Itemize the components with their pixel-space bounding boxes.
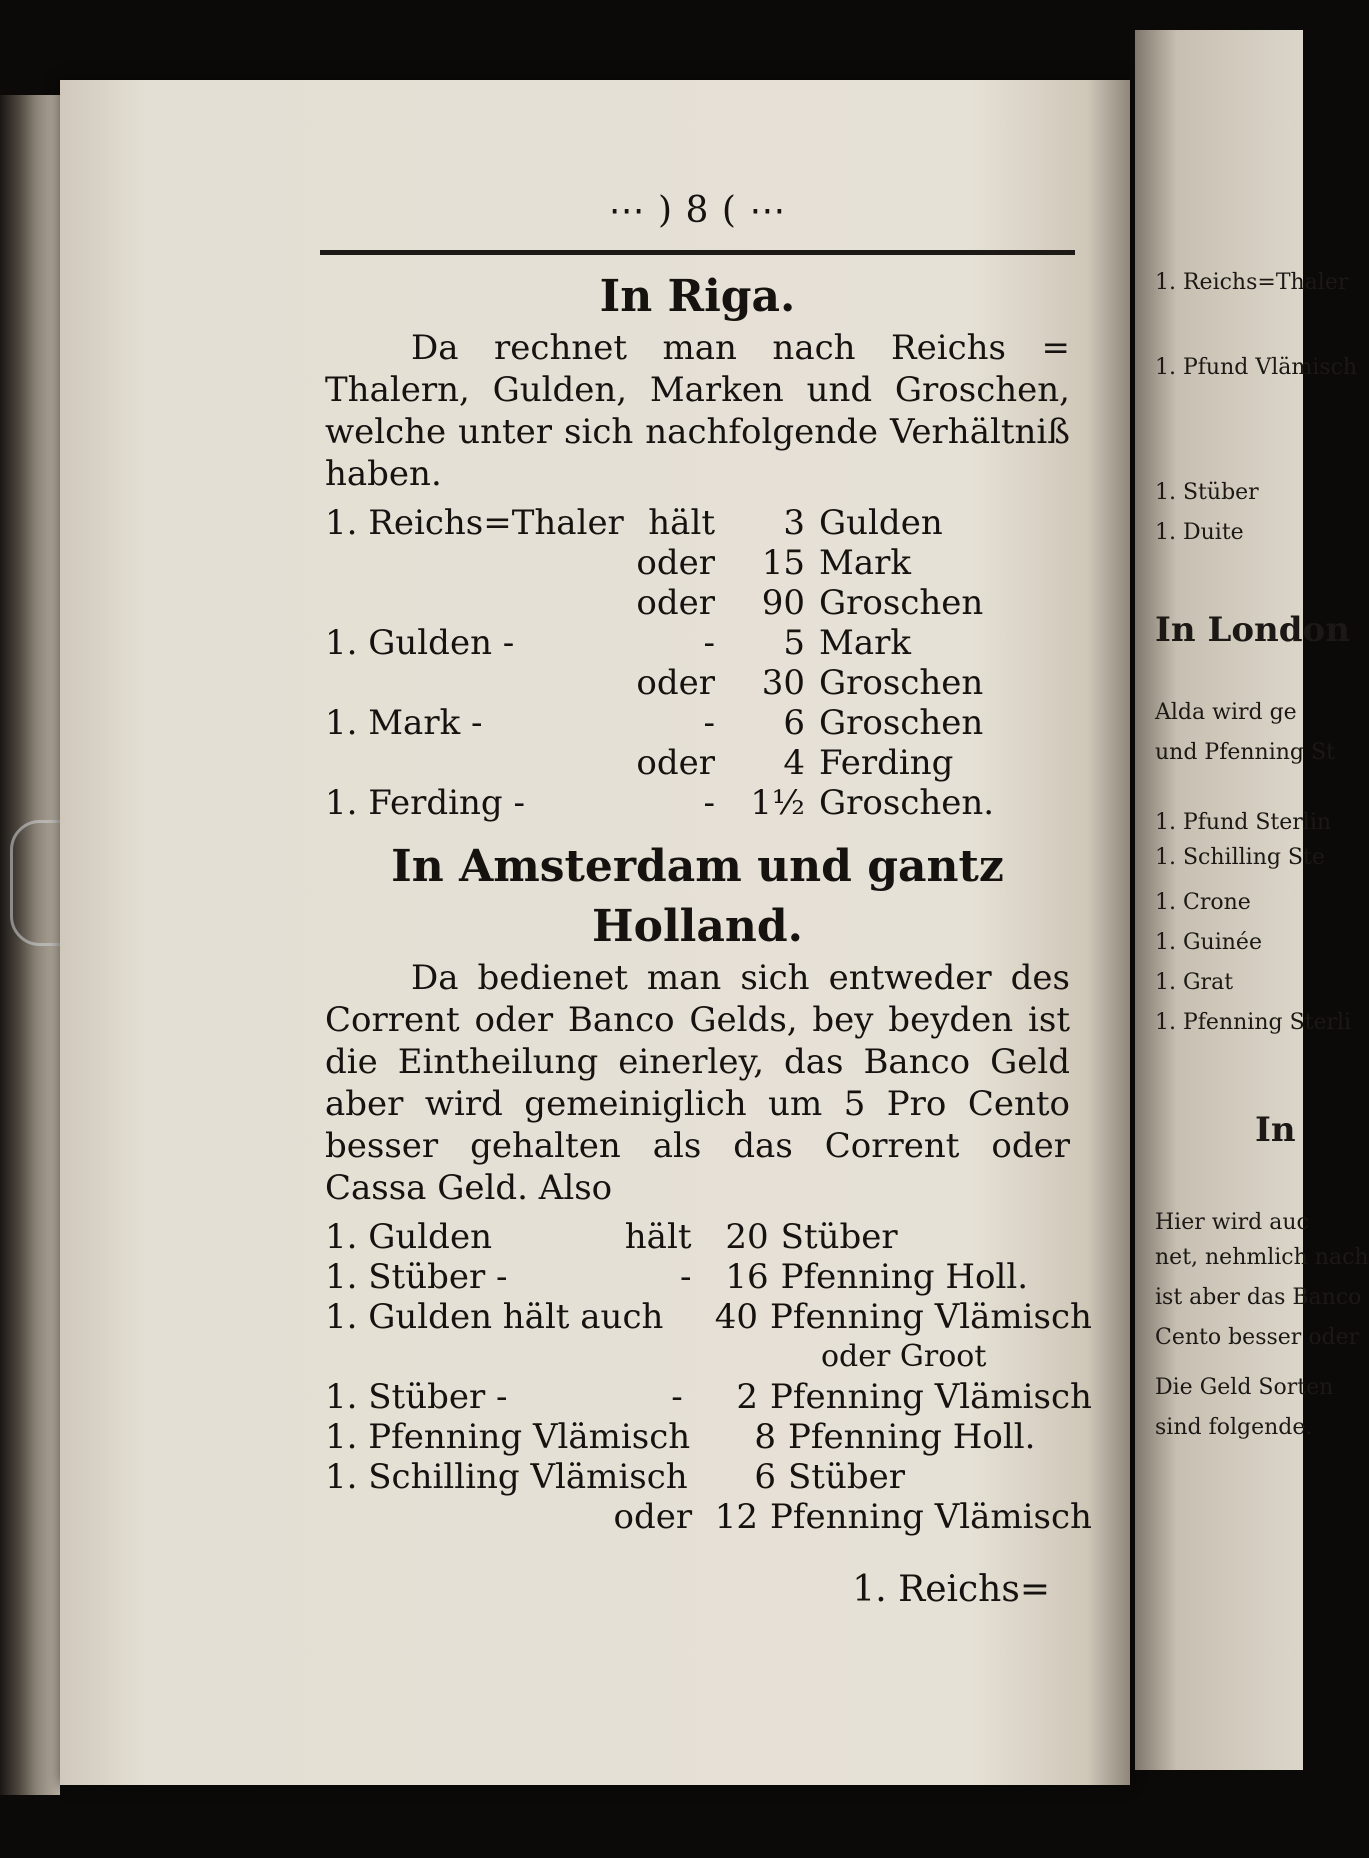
amsterdam-title: In Amsterdam und gantz Holland. xyxy=(391,841,1004,952)
table-row: 1. Stüber - - 2 Pfenning Vlämisch xyxy=(325,1377,1092,1417)
table-row: 1. Ferding - - 1½ Groschen. xyxy=(325,783,995,823)
facing-line: Die Geld Sorten xyxy=(1155,1375,1334,1400)
facing-line: Cento besser oder xyxy=(1155,1325,1360,1350)
amsterdam-intro: Da bedienet man sich entweder des Corrent oder Banco Gelds, bey beyden ist die Eintheilung einerley, das Banco Geld aber wird gemeiniglich um 5 Pro Cento besser gehalten als das Corrent oder Cassa Geld. Also xyxy=(325,958,1070,1208)
facing-line: 1. Pfenning Sterli xyxy=(1155,1010,1352,1035)
riga-intro: Da rechnet man nach Reichs = Thalern, Gulden, Marken und Groschen, welche unter sich nachfolgende Verhältniß haben. xyxy=(325,328,1070,494)
facing-line: Hier wird auc xyxy=(1155,1210,1309,1235)
facing-line: net, nehmlich nach xyxy=(1155,1245,1369,1270)
facing-line: Alda wird ge xyxy=(1155,700,1297,725)
facing-line: ist aber das Banco xyxy=(1155,1285,1362,1310)
facing-line: 1. Duite xyxy=(1155,520,1244,545)
facing-line: 1. Guinée xyxy=(1155,930,1262,955)
table-row: 1. Gulden - - 5 Mark xyxy=(325,623,911,663)
facing-line: 1. Pfund Sterlin xyxy=(1155,810,1332,835)
facing-line: 1. Pfund Vlämisch xyxy=(1155,355,1358,380)
table-row: 1. Stüber - - 16 Pfenning Holl. xyxy=(325,1257,1029,1297)
table-row: oder 12 Pfenning Vlämisch xyxy=(613,1497,1092,1537)
facing-line: In London xyxy=(1155,610,1350,650)
facing-line: In xyxy=(1255,1110,1296,1150)
table-row: 1. Pfenning Vlämisch 8 Pfenning Holl. xyxy=(325,1417,1036,1457)
facing-line: sind folgende. xyxy=(1155,1415,1313,1440)
table-row: oder 90 Groschen xyxy=(636,583,984,623)
riga-title: In Riga. xyxy=(599,271,796,322)
table-row: 1. Mark - - 6 Groschen xyxy=(325,703,984,743)
page-header: ⋯ ) 8 ( ⋯ xyxy=(608,190,787,231)
table-row: 1. Gulden hält auch 40 Pfenning Vlämisch xyxy=(325,1297,1092,1337)
facing-line: und Pfenning St xyxy=(1155,740,1335,765)
table-row: oder 30 Groschen xyxy=(636,663,984,703)
facing-line: 1. Schilling Ste xyxy=(1155,845,1325,870)
facing-page xyxy=(1135,30,1369,1770)
table-row: oder Groot xyxy=(821,1339,987,1374)
facing-line: 1. Grat xyxy=(1155,970,1234,995)
table-row: 1. Gulden hält 20 Stüber xyxy=(325,1217,898,1257)
table-row: 1. Schilling Vlämisch 6 Stüber xyxy=(325,1457,905,1497)
table-row: oder 4 Ferding xyxy=(636,743,954,783)
table-row: 1. Reichs=Thaler hält 3 Gulden xyxy=(325,503,943,543)
facing-line: 1. Crone xyxy=(1155,890,1251,915)
facing-line: 1. Stüber xyxy=(1155,480,1259,505)
facing-line: 1. Reichs=Thaler xyxy=(1155,270,1349,295)
header-rule xyxy=(320,250,1075,255)
catchword: 1. Reichs= xyxy=(852,1569,1050,1610)
page-content xyxy=(325,190,1092,1610)
table-row: oder 15 Mark xyxy=(636,543,911,583)
amsterdam-table xyxy=(325,1217,1092,1537)
riga-table xyxy=(325,503,1070,823)
